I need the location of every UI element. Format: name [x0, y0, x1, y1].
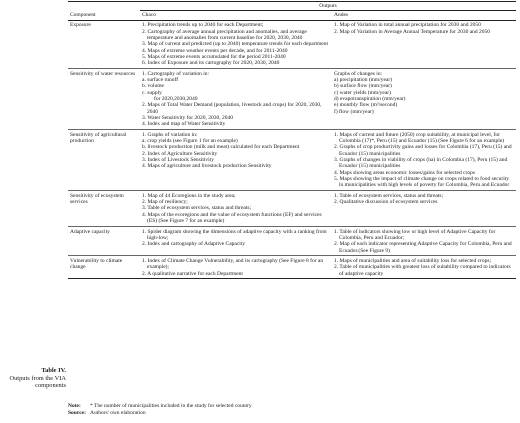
component-cell: Exposure — [68, 20, 140, 68]
chaco-output-item: 3. Index of Livestock Sensitivity — [142, 157, 214, 164]
andes-output-item: e) monthly flow (m³/second) — [334, 102, 398, 109]
chaco-output-item: 4. Maps of agriculture and livestock production Sensitivity — [142, 163, 272, 170]
chaco-output-item: a. crop yields (see Figure 1 for an example) — [142, 138, 238, 145]
header-andes: Andes — [332, 11, 516, 20]
chaco-output-item: 1. Graphs of variation in: — [142, 131, 198, 138]
source-text: Authors' own elaboration — [90, 409, 146, 416]
chaco-output-item: b. livestock production (milk and meat) calculated for each Department — [142, 144, 300, 151]
note-label: Note: — [68, 403, 81, 409]
chaco-cell — [140, 227, 332, 256]
andes-output-item: 2. Map of each indicator representing Adaptive Capacity for Colombia, Peru and Ecuador.(See Figure 9) — [334, 241, 512, 254]
source-label: Source: — [68, 409, 86, 416]
andes-output-item: b) surface flow (mm/year) — [334, 83, 392, 90]
component-cell: Sensitivity of ecosystem services — [68, 191, 140, 227]
table-notes — [68, 403, 516, 416]
header-outputs: Outputs — [140, 2, 516, 11]
table-caption-title: Table IV. — [41, 367, 66, 374]
chaco-output-item: 4. Maps of the ecoregions and the value of ecosystem functions (EF) and services (ES) (See Figure 7 for an example) — [142, 211, 322, 225]
chaco-output-item: for 2020,2030,2040 — [154, 95, 198, 102]
outputs-table — [68, 1, 516, 279]
note-text: * The number of municipalities included in the study for selected country — [90, 403, 252, 409]
header-component: Component — [68, 11, 140, 20]
component-cell: Vulnerability to climate change — [68, 256, 140, 279]
andes-cell — [332, 227, 516, 256]
component-cell: Sensitivity of agricultural production — [68, 130, 140, 191]
andes-output-item: 1. Map of Variation in total annual precipitation for 2030 and 2050 — [334, 22, 481, 29]
outputs-table-wrapper — [68, 1, 516, 279]
chaco-cell — [140, 130, 332, 191]
component-cell: Adaptive capacity — [68, 227, 140, 256]
chaco-output-item: 2. Index and cartography of Adaptive Capacity — [142, 241, 246, 248]
table-header-outputs-row — [68, 2, 516, 11]
component-cell: Sensitivity of water resources — [68, 69, 140, 130]
andes-cell — [332, 20, 516, 68]
andes-cell — [332, 69, 516, 130]
chaco-output-item: 3. Water Sensitivity for 2020, 2030, 2040 — [142, 115, 233, 121]
andes-output-item: 1. Maps of municipalities and area of suitability loss for selected crops; — [334, 257, 492, 264]
andes-output-item: 5. Maps showing the impact of climate change on crops related to food security in municipalities with high levels of poverty for Colombia, Peru and Ecuador — [334, 176, 510, 189]
table-row — [68, 130, 516, 191]
chaco-output-item: c. supply — [142, 89, 162, 96]
table-row — [68, 227, 516, 256]
andes-cell — [332, 256, 516, 279]
table-row — [68, 256, 516, 279]
chaco-output-item: 6. Index of Exposure and its cartography for 2020, 2030, 2040 — [142, 60, 280, 67]
chaco-output-item: 1. Map of 44 Ecoregions in the study area; — [142, 192, 236, 199]
source-line — [68, 410, 516, 417]
andes-output-item: 1. Table of indicators showing low or high level of Adaptive Capacity for Colombia, Peru and Ecuador; — [334, 228, 496, 241]
chaco-output-item: 2. Cartography of average annual precipitation and anomalies, and average temperature and anomalies from current baseline for 2020, 2030, 2040 — [142, 28, 307, 41]
chaco-output-item: 2. Map of resiliency; — [142, 199, 188, 206]
andes-output-item: 2. Graphs of crop productivity gains and losses for Colombia (17), Peru (15) and Ecuador (15) municipalities — [334, 144, 512, 157]
andes-output-item: d) evapotranspiration (mm/year) — [334, 95, 406, 102]
chaco-cell — [140, 20, 332, 68]
table-row — [68, 191, 516, 227]
chaco-output-item: 2. A qualitative narrative for each Department — [142, 270, 243, 277]
chaco-output-item: 1. Cartography of variation in: — [142, 70, 210, 77]
table-header-row — [68, 11, 516, 20]
note-line — [68, 403, 516, 410]
header-blank-cell — [68, 2, 140, 11]
chaco-output-item: 2. Index of Agriculture Sensitivity — [142, 150, 218, 157]
chaco-cell — [140, 69, 332, 130]
andes-output-item: 2. Map of Variation in Average Annual Temperature for 2030 and 2050 — [334, 28, 491, 35]
andes-cell — [332, 191, 516, 227]
andes-output-item: 1. Maps of current and future (2050) crop suitability, at municipal level, for Colombia (17)*, Peru (15) and Ecuador (15) (See Figure 6 for an example) — [334, 131, 505, 145]
table-row — [68, 20, 516, 68]
andes-output-item: Graphs of changes in: — [334, 70, 383, 77]
chaco-output-item: 1. Precipitation trends up to 2040 for each Department; — [142, 22, 264, 29]
chaco-output-item: 5. Maps of extreme events accumulated for the period 2011-2040 — [142, 53, 286, 60]
header-chaco: Chaco — [140, 11, 332, 20]
andes-output-item: 3. Graphs of changes in viability of crops (ha) in Colombia (17), Peru (15) and Ecuador (15) municipalities — [334, 157, 508, 170]
table-row — [68, 69, 516, 130]
andes-cell — [332, 130, 516, 191]
chaco-output-item: a. surface runoff — [142, 76, 179, 83]
chaco-output-item: 4. Index and map of Water Sensitivity — [142, 121, 226, 128]
table-caption-text: Outputs from the VIA components — [9, 374, 66, 390]
table-body — [68, 20, 516, 279]
chaco-output-item: 1. Spider diagram showing the dimensions of adaptive capacity with a ranking from high-low; — [142, 228, 327, 241]
andes-output-item: c) water yields (mm/year) — [334, 89, 391, 96]
andes-output-item: a) precipitation (mm/year) — [334, 76, 393, 83]
andes-output-item: 2. Table of municipalities with greatest loss of suitability compared to indicators of adaptive capacity — [334, 264, 511, 277]
table-caption — [6, 367, 66, 390]
chaco-cell — [140, 191, 332, 227]
chaco-output-item: 3. Table of ecosystem services, status and threats; — [142, 205, 252, 212]
chaco-cell — [140, 256, 332, 279]
andes-output-item: f) flow (mm/year) — [334, 108, 374, 115]
chaco-output-item: 3. Map of current and predicted (up to 2040) temperature trends for each department — [142, 41, 329, 48]
andes-output-item: 2. Qualitative discussion of ecosystem services — [334, 199, 438, 206]
chaco-output-item: b. volume — [142, 83, 164, 90]
andes-output-item: 4. Maps showing areas economic losses/gains for selected crops — [334, 169, 475, 176]
chaco-output-item: 4. Maps of extreme weather events per decade, and for 2011-2040 — [142, 47, 288, 54]
chaco-output-item: 1. Index of Climate Change Vulnerability, and its cartography (See Figure 8 for an example); — [142, 257, 324, 271]
chaco-output-item: 2. Maps of Total Water Demand (population, livestock and crops) for 2020, 2030, 2040 — [142, 102, 322, 115]
andes-output-item: 1. Table of ecosystem services, status and threats; — [334, 192, 444, 199]
